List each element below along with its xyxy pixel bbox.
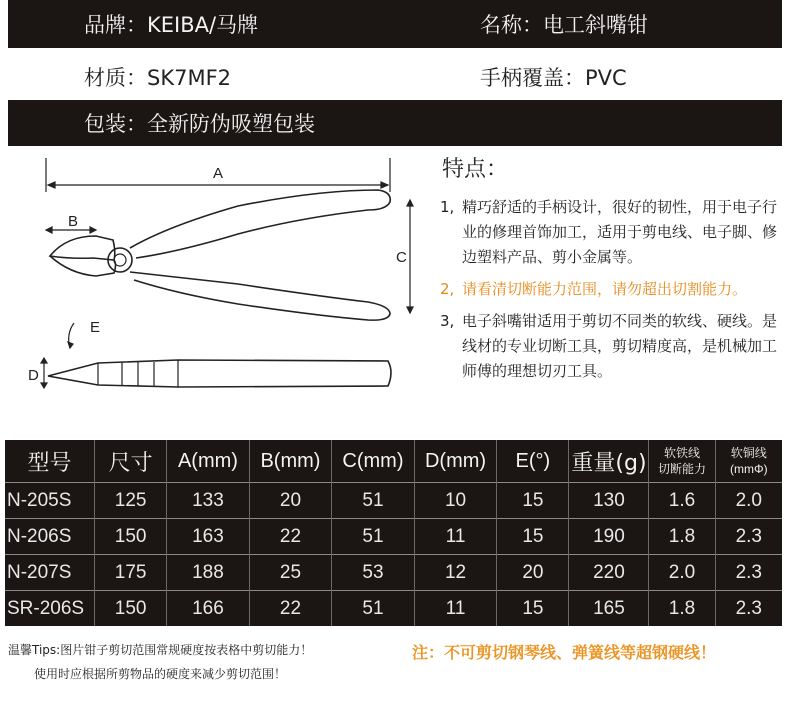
dim-label-b: B <box>68 213 79 230</box>
feature-number: 1, <box>440 198 455 216</box>
table-header-row <box>5 440 782 483</box>
tips-line-1: 温馨Tips:图片钳子剪切范围常规硬度按表格中剪切能力！ <box>8 643 313 657</box>
col-header-c: C(mm) <box>332 440 415 483</box>
cell-d: 10 <box>414 483 497 519</box>
col-header-size: 尺寸 <box>95 440 167 483</box>
cell-soft-iron: 1.6 <box>649 483 715 519</box>
cell-c: 51 <box>332 483 415 519</box>
cell-b: 22 <box>249 519 332 555</box>
cell-soft-copper: 2.0 <box>715 483 782 519</box>
cell-model: N-206S <box>5 519 95 555</box>
cell-size: 150 <box>95 519 167 555</box>
col-header-model: 型号 <box>5 440 95 483</box>
cell-b: 20 <box>249 483 332 519</box>
material-label: 材质：SK7MF2 <box>84 66 232 90</box>
cell-a: 188 <box>167 555 250 591</box>
col-header-b: B(mm) <box>249 440 332 483</box>
col-header-weight: 重量(g) <box>569 440 649 483</box>
handle-label: 手柄覆盖：PVC <box>480 66 627 90</box>
cell-d: 12 <box>414 555 497 591</box>
header-row-package <box>8 100 782 146</box>
cell-b: 22 <box>249 591 332 627</box>
spec-table <box>5 440 782 626</box>
cell-c: 51 <box>332 591 415 627</box>
feature-item-3 <box>440 309 785 384</box>
dim-label-c: C <box>396 249 407 266</box>
dim-label-a: A <box>213 165 224 182</box>
cell-soft-iron: 1.8 <box>649 519 715 555</box>
features-section <box>440 152 785 391</box>
col-header-soft-copper: 软铜线 (mmΦ) <box>715 440 782 483</box>
cell-weight: 190 <box>569 519 649 555</box>
cell-a: 166 <box>167 591 250 627</box>
tips-section <box>8 638 312 686</box>
cell-e: 15 <box>497 483 569 519</box>
feature-number: 2, <box>440 280 455 298</box>
feature-item-2 <box>440 277 785 302</box>
warning-text: 注：不可剪切钢琴线、弹簧线等超钢硬线！ <box>412 643 717 662</box>
cell-model: N-207S <box>5 555 95 591</box>
package-label: 包装：全新防伪吸塑包装 <box>84 112 315 136</box>
features-title: 特点： <box>442 157 509 182</box>
cell-size: 125 <box>95 483 167 519</box>
dim-label-d: D <box>28 367 39 384</box>
cell-soft-copper: 2.3 <box>715 519 782 555</box>
cell-soft-copper: 2.3 <box>715 591 782 627</box>
pliers-dimension-diagram <box>18 156 418 401</box>
feature-item-1 <box>440 195 785 270</box>
cell-a: 163 <box>167 519 250 555</box>
cell-e: 15 <box>497 519 569 555</box>
col-header-e: E(°) <box>497 440 569 483</box>
cell-d: 11 <box>414 591 497 627</box>
feature-text: 电子斜嘴钳适用于剪切不同类的软线、硬线。是线材的专业切断工具，剪切精度高，是机械加工师傅的理想切刃工具。 <box>462 312 778 380</box>
feature-text: 请看清切断能力范围，请勿超出切割能力。 <box>462 280 748 298</box>
header-row-brand <box>8 0 782 48</box>
cell-soft-copper: 2.3 <box>715 555 782 591</box>
cell-c: 51 <box>332 519 415 555</box>
cell-model: SR-206S <box>5 591 95 627</box>
table-row <box>5 519 782 555</box>
col-header-soft-iron: 软铁线 切断能力 <box>649 440 715 483</box>
cell-size: 175 <box>95 555 167 591</box>
dim-label-e: E <box>90 319 101 336</box>
col-header-d: D(mm) <box>414 440 497 483</box>
cell-weight: 165 <box>569 591 649 627</box>
feature-number: 3, <box>440 312 455 330</box>
cell-b: 25 <box>249 555 332 591</box>
tips-line-2: 使用时应根据所剪物品的硬度来减少剪切范围！ <box>34 667 287 681</box>
cell-e: 15 <box>497 591 569 627</box>
table-row <box>5 555 782 591</box>
cell-e: 20 <box>497 555 569 591</box>
cell-weight: 220 <box>569 555 649 591</box>
cell-soft-iron: 2.0 <box>649 555 715 591</box>
header-row-material <box>8 55 782 99</box>
cell-weight: 130 <box>569 483 649 519</box>
feature-text: 精巧舒适的手柄设计，很好的韧性，用于电子行业的修理首饰加工，适用于剪电线、电子脚、修边塑料产品、剪小金属等。 <box>462 198 778 266</box>
cell-c: 53 <box>332 555 415 591</box>
cell-model: N-205S <box>5 483 95 519</box>
table-row <box>5 483 782 519</box>
cell-size: 150 <box>95 591 167 627</box>
table-row <box>5 591 782 627</box>
cell-soft-iron: 1.8 <box>649 591 715 627</box>
product-name-label: 名称：电工斜嘴钳 <box>480 13 648 37</box>
col-header-a: A(mm) <box>167 440 250 483</box>
cell-d: 11 <box>414 519 497 555</box>
cell-a: 133 <box>167 483 250 519</box>
brand-label: 品牌：KEIBA/马牌 <box>84 13 259 37</box>
